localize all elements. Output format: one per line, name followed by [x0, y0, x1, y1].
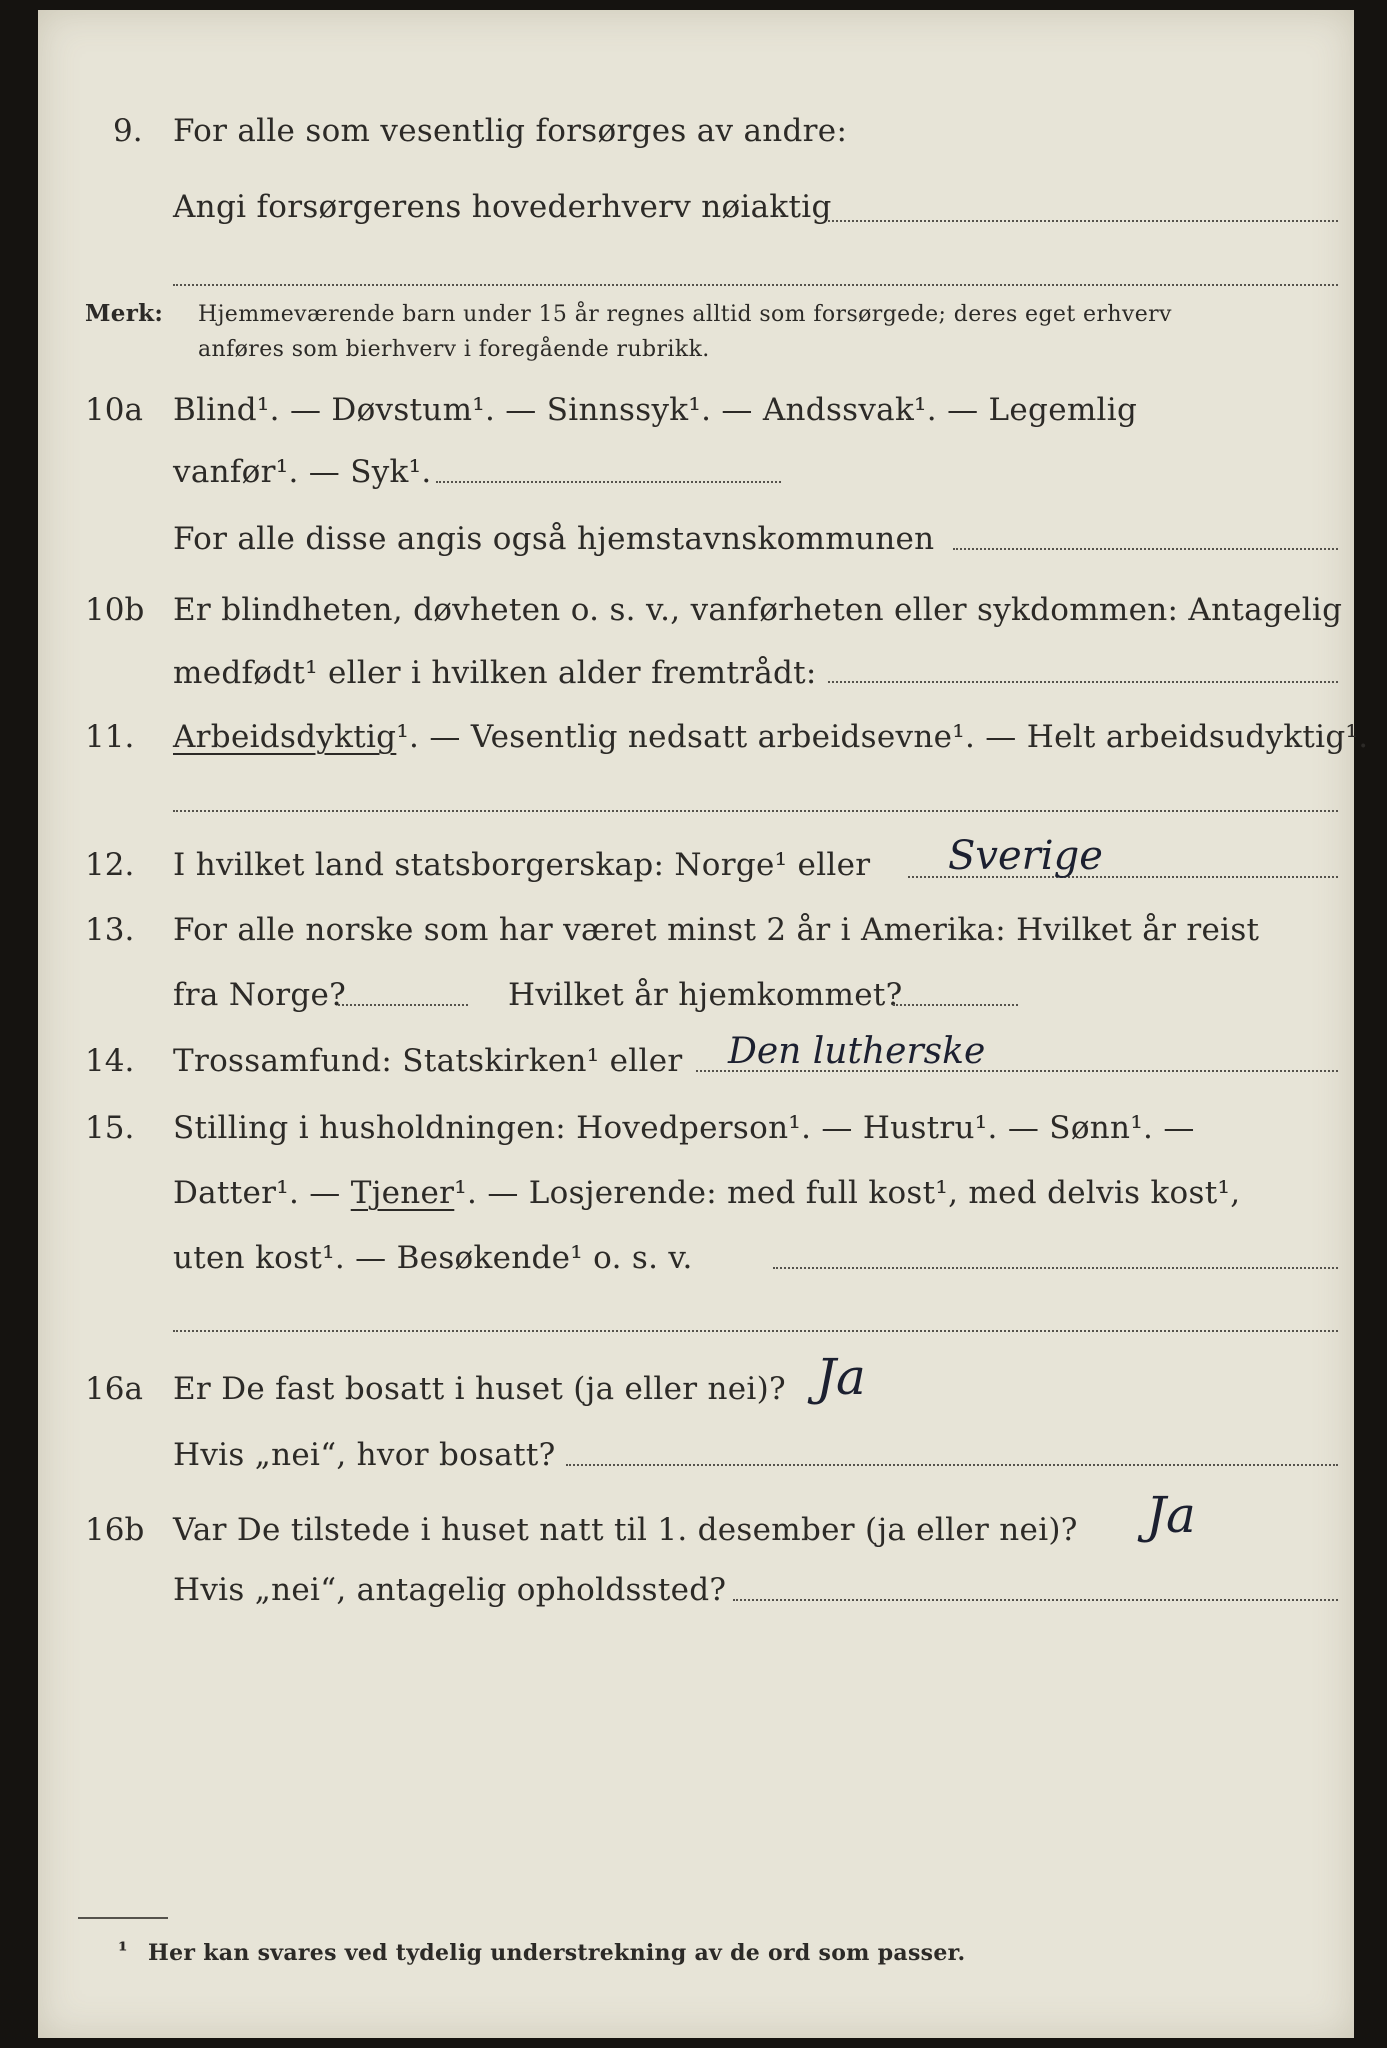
- item-10b-answer-line: [828, 681, 1338, 683]
- item-16b-handwritten-answer: Ja: [1146, 1486, 1196, 1544]
- item-13-return-line: [893, 1004, 1018, 1006]
- item-16b-question: Var De tilstede i huset natt til 1. desember (ja eller nei)?: [173, 1512, 1078, 1548]
- item-16a-answer-line: [566, 1464, 1338, 1466]
- item-13-departure-line: [338, 1004, 468, 1006]
- census-form-page: [38, 10, 1369, 2038]
- item-15-options-2: [173, 1175, 1241, 1211]
- item-11-underlined-answer: Arbeidsdyktig: [173, 719, 397, 755]
- item-15-answer-line: [773, 1267, 1338, 1269]
- item-12-number: 12.: [85, 847, 135, 883]
- item-16a-question: Er De fast bosatt i huset (ja eller nei)?: [173, 1371, 786, 1407]
- item-16a-handwritten-answer: Ja: [816, 1348, 866, 1406]
- footnote-rule: [78, 1917, 168, 1919]
- item-10b-question-2: medfødt¹ eller i hvilken alder fremtrådt:: [173, 655, 817, 691]
- item-11-answer-line: [173, 810, 1338, 812]
- item-10a-number: 10a: [85, 392, 143, 428]
- item-15-options: Stilling i husholdningen: Hovedperson¹. — Hustru¹. — Sønn¹. —: [173, 1110, 1195, 1146]
- item-10a-answer-line: [436, 481, 781, 483]
- item-9-instruction: Angi forsørgerens hovederhverv nøiaktig: [173, 189, 832, 225]
- item-9-answer-line: [828, 220, 1338, 222]
- item-16b-whereabouts: Hvis „nei“, antagelig opholdssted?: [173, 1572, 727, 1608]
- item-16b-number: 16b: [85, 1512, 145, 1548]
- item-10a-options-2: vanfør¹. — Syk¹.: [173, 454, 432, 490]
- item-12-question: I hvilket land statsborgerskap: Norge¹ eller: [173, 847, 871, 883]
- footnote-text: Her kan svares ved tydelig understrekning av de ord som passer.: [148, 1940, 966, 1966]
- item-13-number: 13.: [85, 912, 135, 948]
- item-14-number: 14.: [85, 1043, 135, 1079]
- item-11-number: 11.: [85, 719, 135, 755]
- item-15-options-2-rest: ¹. — Losjerende: med full kost¹, med delvis kost¹,: [454, 1175, 1241, 1211]
- item-9-question: For alle som vesentlig forsørges av andre:: [173, 113, 848, 149]
- item-15-underlined-answer: Tjener: [350, 1175, 455, 1211]
- item-13-return-year: Hvilket år hjemkommet?: [508, 977, 903, 1013]
- item-14-handwritten-answer: Den lutherske: [728, 1031, 986, 1072]
- item-15-answer-line-2: [173, 1330, 1338, 1332]
- item-14-question: Trossamfund: Statskirken¹ eller: [173, 1043, 683, 1079]
- item-13-departure-year: fra Norge?: [173, 977, 347, 1013]
- note-label: Merk:: [85, 300, 164, 327]
- item-12-handwritten-answer: Sverige: [948, 833, 1103, 879]
- item-10b-question: Er blindheten, døvheten o. s. v., vanførheten eller sykdommen: Antagelig: [173, 592, 1343, 628]
- item-9-number: 9.: [113, 113, 143, 149]
- note-line-2: anføres som bierhverv i foregående rubrikk.: [198, 337, 710, 362]
- item-11-options-rest: ¹. — Vesentlig nedsatt arbeidsevne¹. — Helt arbeidsudyktig¹.: [396, 719, 1369, 755]
- item-10b-number: 10b: [85, 592, 145, 628]
- item-10a-municipality-line: [953, 548, 1338, 550]
- item-16a-residence: Hvis „nei“, hvor bosatt?: [173, 1437, 556, 1473]
- item-13-question: For alle norske som har været minst 2 år i Amerika: Hvilket år reist: [173, 912, 1260, 948]
- item-16b-answer-line: [733, 1599, 1338, 1601]
- item-15-daughter-option: Datter¹. —: [173, 1175, 341, 1211]
- item-10a-home-municipality: For alle disse angis også hjemstavnskommunen: [173, 521, 935, 557]
- item-11-options: [173, 719, 1369, 755]
- note-line-1: Hjemmeværende barn under 15 år regnes alltid som forsørgede; deres eget erhverv: [198, 302, 1172, 327]
- footnote-mark: ¹: [118, 1938, 128, 1964]
- item-16a-number: 16a: [85, 1371, 143, 1407]
- item-10a-options: Blind¹. — Døvstum¹. — Sinnssyk¹. — Andssvak¹. — Legemlig: [173, 392, 1138, 428]
- item-15-number: 15.: [85, 1110, 135, 1146]
- item-9-answer-line-2: [173, 284, 1338, 286]
- item-15-options-3: uten kost¹. — Besøkende¹ o. s. v.: [173, 1240, 693, 1276]
